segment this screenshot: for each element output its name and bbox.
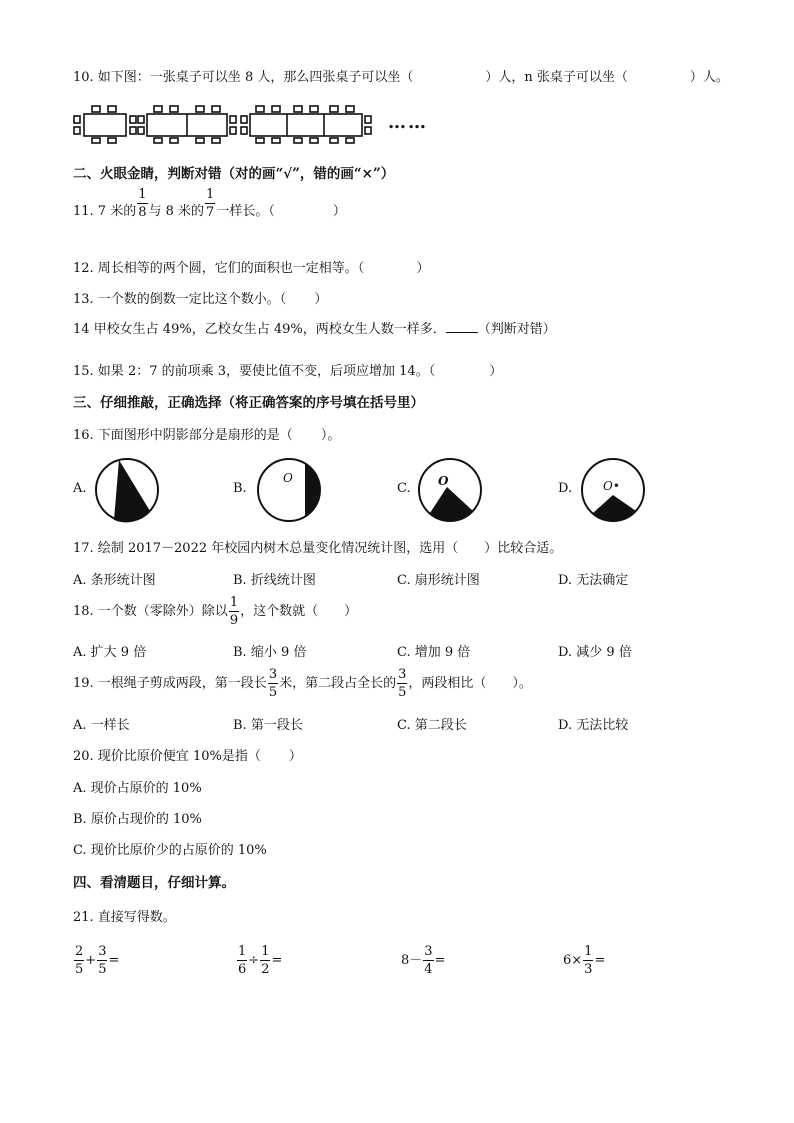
question-20 xyxy=(73,745,302,764)
q11-text-b: 与 8 米的 xyxy=(148,204,205,219)
center-label: O xyxy=(438,474,449,488)
q18-end: ） xyxy=(344,604,358,619)
section-3-title: 三、仔细推敲，正确选择（将正确答案的序号填在括号里） xyxy=(73,395,424,411)
question-15 xyxy=(73,360,502,379)
expression-2: $\frac{1}{6}$ ÷ $\frac{1}{2}$ = xyxy=(238,944,283,977)
section-2-title: 二、火眼金睛，判断对错（对的画“√”，错的画“×”） xyxy=(73,166,395,182)
center-label: O xyxy=(283,471,293,485)
question-12 xyxy=(73,257,429,276)
q11-text-a: 11. 7 米的 xyxy=(73,204,137,219)
ellipsis: …… xyxy=(388,112,428,133)
q18-option-a[interactable]: A. 扩大 9 倍 xyxy=(73,645,147,660)
q19-text-c: ，两段相比（ xyxy=(408,676,487,691)
fraction: $\frac{3}{5}$ xyxy=(398,667,407,700)
q19-option-c[interactable]: C. 第二段长 xyxy=(397,718,467,733)
question-21: 21. 直接写得数。 xyxy=(73,910,176,925)
q20-end: ） xyxy=(288,749,302,764)
q17-text: 17. 绘制 2017－2022 年校园内树木总量变化情况统计图，选用（ xyxy=(73,541,459,556)
q16-option-a-label: A. xyxy=(73,481,87,496)
expression-4: 6× $\frac{1}{3}$ = xyxy=(563,944,606,977)
q11-text-c: 一样长。（ xyxy=(216,204,275,219)
q14-text: 14 甲校女生占 49%，乙校女生占 49%，两校女生人数一样多． xyxy=(73,322,446,337)
fraction: $\frac{1}{7}$ xyxy=(206,187,215,220)
q20-text: 20. 现价比原价便宜 10%是指（ xyxy=(73,749,261,764)
q19-option-b[interactable]: B. 第一段长 xyxy=(233,718,303,733)
fraction: $\frac{1}{9}$ xyxy=(229,595,239,628)
q10-text-b: ）人，n 张桌子可以坐（ xyxy=(485,70,628,85)
question-13 xyxy=(73,288,327,307)
q19-option-a[interactable]: A. 一样长 xyxy=(73,718,130,733)
question-19 xyxy=(73,668,532,699)
expression-3: 8－ $\frac{3}{4}$ = xyxy=(401,944,446,977)
question-18 xyxy=(73,596,357,627)
answer-blank[interactable] xyxy=(446,320,478,333)
center-label: O• xyxy=(603,479,620,493)
question-17 xyxy=(73,537,562,556)
q19-text-a: 19. 一根绳子剪成两段，第一段长 xyxy=(73,676,267,691)
q17-option-b[interactable]: B. 折线统计图 xyxy=(233,573,316,588)
q17-option-c[interactable]: C. 扇形统计图 xyxy=(397,573,480,588)
expression-1: $\frac{2}{5}$ + $\frac{3}{5}$ = xyxy=(75,944,120,977)
q11-text-d: ） xyxy=(332,204,346,219)
q20-option-a[interactable]: A. 现价占原价的 10% xyxy=(73,781,202,796)
q19-end: ）。 xyxy=(512,676,532,691)
q18-text-a: 18. 一个数（零除外）除以 xyxy=(73,604,228,619)
q18-text-b: ，这个数就（ xyxy=(240,604,319,619)
q19-text-b: 米，第二段占全长的 xyxy=(279,676,397,691)
q16-option-c-label: C. xyxy=(397,481,411,496)
q12-text: 12. 周长相等的两个圆，它们的面积也一定相等。（ xyxy=(73,261,365,276)
q15-end: ） xyxy=(489,364,503,379)
question-10 xyxy=(73,66,729,85)
q17-end: ）比较合适。 xyxy=(484,541,563,556)
circle-option-c[interactable] xyxy=(415,455,485,525)
q15-text: 15. 如果 2：7 的前项乘 3，要使比值不变，后项应增加 14。（ xyxy=(73,364,436,379)
q13-end: ） xyxy=(314,292,328,307)
q10-text-c: ）人。 xyxy=(689,70,729,85)
q18-option-b[interactable]: B. 缩小 9 倍 xyxy=(233,645,307,660)
circle-option-b[interactable] xyxy=(254,455,324,525)
q17-option-d[interactable]: D. 无法确定 xyxy=(558,573,629,588)
q16-option-d-label: D. xyxy=(558,481,573,496)
question-16 xyxy=(73,424,340,443)
q16-text: 16. 下面图形中阴影部分是扇形的是（ xyxy=(73,428,293,443)
q19-option-d[interactable]: D. 无法比较 xyxy=(558,718,629,733)
q12-end: ） xyxy=(416,261,430,276)
q18-option-c[interactable]: C. 增加 9 倍 xyxy=(397,645,471,660)
q17-option-a[interactable]: A. 条形统计图 xyxy=(73,573,156,588)
circle-option-a[interactable] xyxy=(92,455,162,525)
q18-option-d[interactable]: D. 减少 9 倍 xyxy=(558,645,632,660)
q20-option-b[interactable]: B. 原价占现价的 10% xyxy=(73,812,202,827)
question-11 xyxy=(73,187,346,227)
question-14 xyxy=(73,318,556,337)
fraction: $\frac{3}{5}$ xyxy=(268,667,278,700)
q13-text: 13. 一个数的倒数一定比这个数小。（ xyxy=(73,292,287,307)
fraction: $\frac{1}{8}$ xyxy=(138,187,147,220)
q20-option-c[interactable]: C. 现价比原价少的占原价的 10% xyxy=(73,843,267,858)
q16-option-b-label: B. xyxy=(233,481,247,496)
q14-end: （判断对错） xyxy=(477,322,556,337)
q16-end: ）。 xyxy=(320,428,341,443)
q10-text-a: 10. 如下图：一张桌子可以坐 8 人，那么四张桌子可以坐（ xyxy=(73,70,414,85)
section-4-title: 四、看清题目，仔细计算。 xyxy=(73,875,235,891)
